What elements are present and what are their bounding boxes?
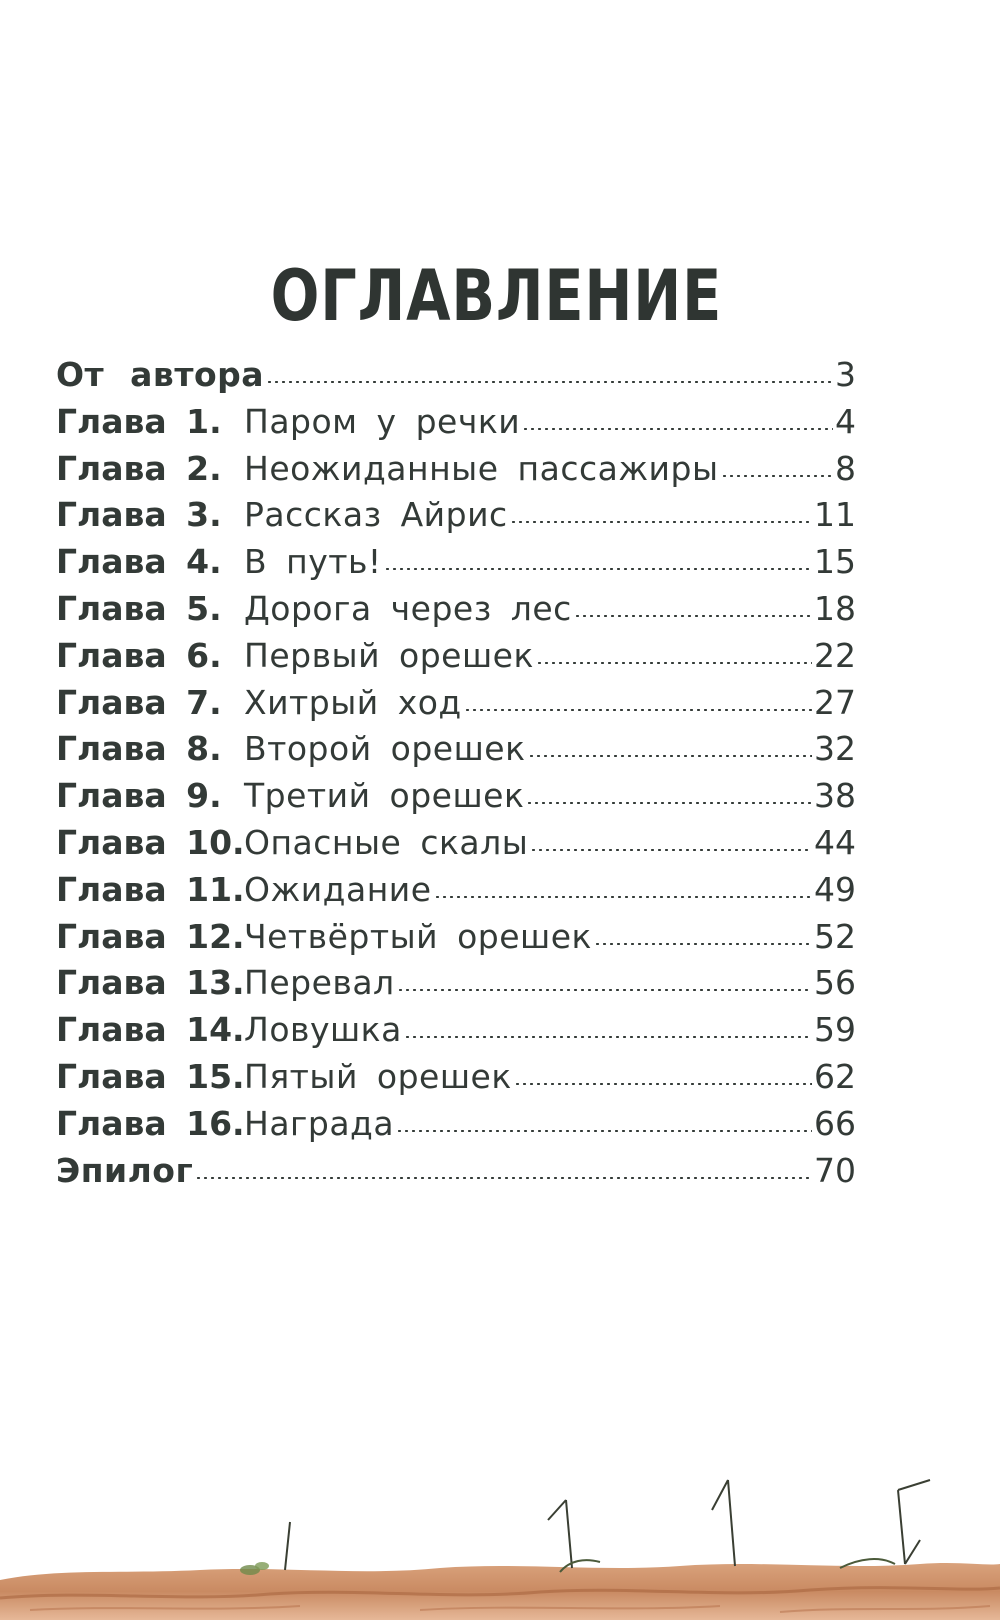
chapter-number: Глава 11. [56,869,245,909]
chapter-number: Глава 10. [56,822,245,862]
entry-title: Четвёртый орешек [244,916,592,956]
entry-title: Награда [244,1103,395,1143]
toc-entry[interactable] [56,914,856,961]
entry-page: 56 [814,963,856,1003]
chapter-number: Глава 2. [56,448,222,488]
toc-entry[interactable] [56,586,856,633]
entry-page: 32 [814,729,856,769]
toc-entry[interactable] [56,867,856,914]
entry-title: Паром у речки [244,401,521,441]
chapter-number: Глава 6. [56,635,222,675]
entry-title: Ожидание [244,869,432,909]
entry-page: 49 [814,869,856,909]
chapter-number: Глава 7. [56,682,222,722]
entry-title: Рассказ Айрис [244,495,508,535]
chapter-number: Глава 3. [56,495,222,535]
toc-entry[interactable] [56,399,856,446]
dot-leader [574,615,812,617]
toc-entry[interactable] [56,820,856,867]
toc-entry[interactable] [56,1101,856,1148]
entry-page: 52 [814,916,856,956]
toc-entry[interactable] [56,726,856,773]
entry-page: 18 [814,588,856,628]
dot-leader [434,896,812,898]
dot-leader [266,381,833,383]
entry-page: 62 [814,1056,856,1096]
toc-entry[interactable] [56,492,856,539]
entry-page: 27 [814,682,856,722]
entry-page: 38 [814,776,856,816]
entry-title: Второй орешек [244,729,526,769]
entry-title: Эпилог [56,1150,194,1190]
entry-page: 11 [814,495,856,535]
chapter-number: Глава 1. [56,401,222,441]
chapter-number: Глава 12. [56,916,245,956]
entry-title: Перевал [244,963,395,1003]
toc-entry[interactable] [56,633,856,680]
entry-page: 70 [814,1150,856,1190]
entry-title: Первый орешек [244,635,534,675]
dot-leader [522,428,833,430]
table-of-contents [56,352,856,1194]
entry-page: 3 [835,355,856,394]
entry-title: Третий орешек [244,776,525,816]
chapter-number: Глава 13. [56,963,245,1003]
toc-entry[interactable] [56,446,856,493]
chapter-number: Глава 8. [56,729,222,769]
toc-entry[interactable] [56,1007,856,1054]
entry-title: Опасные скалы [244,822,529,862]
entry-page: 15 [814,542,856,582]
entry-title: От автора [56,355,265,394]
dot-leader [594,943,812,945]
chapter-number: Глава 16. [56,1103,245,1143]
ground-illustration [0,1440,1000,1620]
page-title: ОГЛАВЛЕНИЕ [270,254,723,337]
dot-leader [514,1083,812,1085]
dot-leader [404,1036,812,1038]
entry-page: 4 [835,401,856,441]
dot-leader [384,568,812,570]
chapter-number: Глава 15. [56,1056,245,1096]
dot-leader [464,709,812,711]
dot-leader [530,849,812,851]
chapter-number: Глава 9. [56,776,222,816]
entry-page: 8 [835,448,856,488]
entry-page: 44 [814,822,856,862]
chapter-number: Глава 5. [56,588,222,628]
dot-leader [526,802,812,804]
toc-entry[interactable] [56,539,856,586]
dot-leader [510,521,812,523]
entry-title: Дорога через лес [244,588,572,628]
entry-title: Неожиданные пассажиры [244,448,719,488]
toc-entry[interactable] [56,1054,856,1101]
entry-page: 22 [814,635,856,675]
entry-page: 59 [814,1010,856,1050]
dot-leader [195,1177,812,1179]
chapter-number: Глава 4. [56,542,222,582]
entry-title: Пятый орешек [244,1056,512,1096]
dot-leader [397,989,812,991]
entry-title: В путь! [244,542,382,582]
dot-leader [721,475,833,477]
dot-leader [536,662,812,664]
entry-page: 66 [814,1103,856,1143]
toc-entry[interactable] [56,352,856,399]
entry-title: Хитрый ход [244,682,462,722]
chapter-number: Глава 14. [56,1010,245,1050]
entry-title: Ловушка [244,1010,402,1050]
toc-entry[interactable] [56,960,856,1007]
dot-leader [396,1130,812,1132]
toc-entry[interactable] [56,680,856,727]
toc-entry[interactable] [56,1148,856,1195]
toc-entry[interactable] [56,773,856,820]
dot-leader [528,755,813,757]
